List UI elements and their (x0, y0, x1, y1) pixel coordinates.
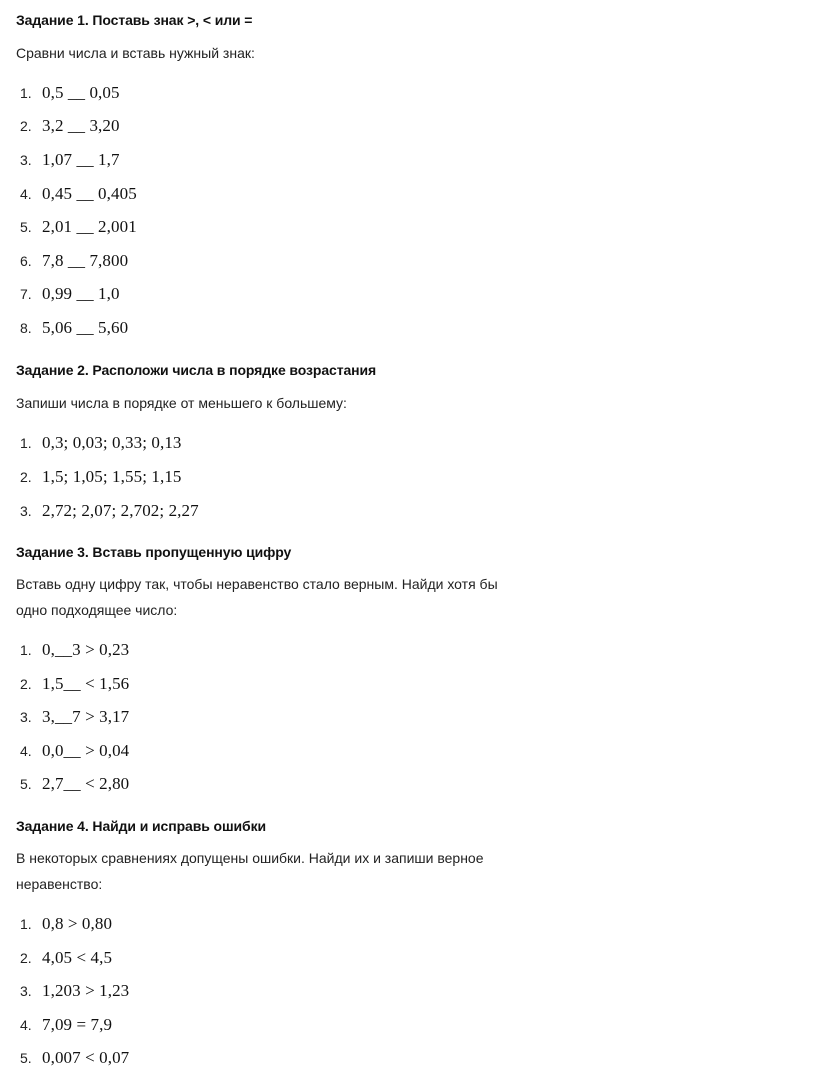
list-item (20, 980, 129, 1002)
task4-intro-line2: неравенство: (16, 876, 103, 892)
item-number: 7. (20, 286, 32, 302)
inequality-expression: 3,__7 > 3,17 (42, 707, 130, 726)
comparison-expression: 0,007 < 0,07 (42, 1048, 130, 1067)
item-number: 3. (20, 709, 32, 725)
task4-heading: Задание 4. Найди и исправь ошибки (16, 818, 266, 834)
item-number: 3. (20, 983, 32, 999)
comparison-expression: 0,8 > 0,80 (42, 914, 113, 933)
comparison-expression: 0,45 __ 0,405 (42, 184, 137, 203)
list-item (20, 500, 199, 522)
item-number: 4. (20, 186, 32, 202)
list-item (20, 216, 137, 238)
list-item (20, 183, 137, 205)
comparison-expression: 5,06 __ 5,60 (42, 318, 129, 337)
task1-heading: Задание 1. Поставь знак >, < или = (16, 12, 253, 28)
item-number: 1. (20, 435, 32, 451)
comparison-expression: 3,2 __ 3,20 (42, 116, 120, 135)
list-item (20, 317, 128, 339)
task3-heading: Задание 3. Вставь пропущенную цифру (16, 544, 292, 560)
list-item (20, 773, 129, 795)
task3-intro-line2: одно подходящее число: (16, 602, 178, 618)
item-number: 2. (20, 676, 32, 692)
task2-heading: Задание 2. Расположи числа в порядке возрастания (16, 362, 377, 378)
item-number: 3. (20, 503, 32, 519)
comparison-expression: 7,09 = 7,9 (42, 1015, 113, 1034)
item-number: 5. (20, 219, 32, 235)
comparison-expression: 1,07 __ 1,7 (42, 150, 120, 169)
task1-intro: Сравни числа и вставь нужный знак: (16, 45, 255, 61)
list-item (20, 432, 182, 454)
number-sequence: 2,72; 2,07; 2,702; 2,27 (42, 501, 199, 520)
inequality-expression: 0,0__ > 0,04 (42, 741, 130, 760)
list-item (20, 1047, 129, 1069)
item-number: 3. (20, 152, 32, 168)
item-number: 1. (20, 642, 32, 658)
inequality-expression: 0,__3 > 0,23 (42, 640, 130, 659)
comparison-expression: 4,05 < 4,5 (42, 948, 113, 967)
list-item (20, 913, 112, 935)
list-item (20, 947, 112, 969)
list-item (20, 115, 120, 137)
list-item (20, 639, 129, 661)
item-number: 4. (20, 1017, 32, 1033)
task4-intro-line1: В некоторых сравнениях допущены ошибки. Найди их и запиши верное (16, 850, 484, 866)
task3-intro-line1: Вставь одну цифру так, чтобы неравенство стало верным. Найди хотя бы (16, 576, 498, 592)
item-number: 2. (20, 469, 32, 485)
list-item (20, 706, 129, 728)
comparison-expression: 7,8 __ 7,800 (42, 251, 129, 270)
item-number: 2. (20, 118, 32, 134)
list-item (20, 1014, 112, 1036)
number-sequence: 1,5; 1,05; 1,55; 1,15 (42, 467, 182, 486)
list-item (20, 466, 182, 488)
inequality-expression: 1,5__ < 1,56 (42, 674, 130, 693)
list-item (20, 82, 120, 104)
item-number: 5. (20, 776, 32, 792)
item-number: 8. (20, 320, 32, 336)
task2-intro: Запиши числа в порядке от меньшего к большему: (16, 395, 347, 411)
item-number: 1. (20, 916, 32, 932)
list-item (20, 250, 128, 272)
item-number: 4. (20, 743, 32, 759)
item-number: 2. (20, 950, 32, 966)
item-number: 6. (20, 253, 32, 269)
list-item (20, 740, 129, 762)
comparison-expression: 2,01 __ 2,001 (42, 217, 137, 236)
item-number: 5. (20, 1050, 32, 1066)
inequality-expression: 2,7__ < 2,80 (42, 774, 130, 793)
number-sequence: 0,3; 0,03; 0,33; 0,13 (42, 433, 182, 452)
list-item (20, 283, 120, 305)
item-number: 1. (20, 85, 32, 101)
comparison-expression: 0,5 __ 0,05 (42, 83, 120, 102)
comparison-expression: 1,203 > 1,23 (42, 981, 130, 1000)
list-item (20, 149, 120, 171)
list-item (20, 673, 129, 695)
comparison-expression: 0,99 __ 1,0 (42, 284, 120, 303)
